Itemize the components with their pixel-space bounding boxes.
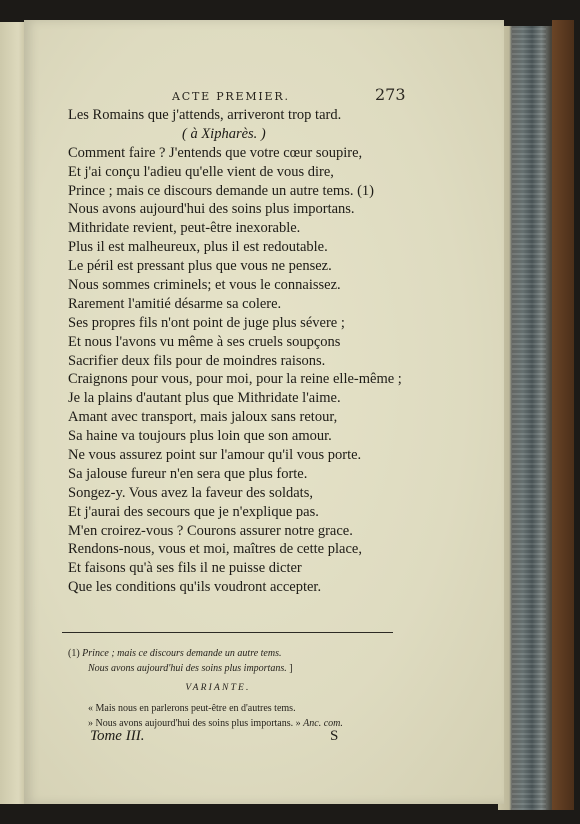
verse-line: Et faisons qu'à ses fils il ne puisse dicter (68, 560, 302, 577)
footnote-line-2 (68, 661, 408, 676)
verse-line: Rarement l'amitié désarme sa colere. (68, 295, 282, 312)
footnote-rule (62, 632, 393, 633)
footnote-marker: (1) (68, 648, 80, 659)
verse-line: Sacrifier deux fils pour de moindres raisons. (68, 352, 326, 369)
footnote-bracket: ] (289, 663, 293, 674)
verse-line: Sa haine va toujours plus loin que son amour. (68, 428, 332, 445)
stage-direction: ( à Xipharès. ) (182, 125, 266, 142)
verse-line: Que les conditions qu'ils voudront accepter. (68, 579, 322, 596)
running-head: ACTE PREMIER. (172, 90, 290, 103)
verse-line: Songez-y. Vous avez la faveur des soldats, (68, 484, 313, 501)
variant-line-1: « Mais nous en parlerons peut-être en d'autres tems. (88, 703, 296, 714)
verse-line: Nous sommes criminels; et vous le connaissez. (68, 277, 341, 294)
verse-line: M'en croirez-vous ? Courons assurer notre grace. (68, 522, 353, 539)
verse-line: Rendons-nous, vous et moi, maîtres de cette place, (68, 541, 362, 558)
verse-line: Mithridate revient, peut-être inexorable. (68, 220, 301, 237)
verse-line: Ses propres fils n'ont point de juge plus sévere ; (68, 314, 345, 331)
variant-source: Anc. com. (303, 718, 343, 729)
verse-line: Je la plains d'autant plus que Mithridate l'aime. (68, 390, 341, 407)
signature-mark: S (330, 728, 339, 744)
verse-line: Comment faire ? J'entends que votre cœur soupire, (68, 144, 363, 161)
verse-line: Amant avec transport, mais jaloux sans retour, (68, 409, 338, 426)
footnote (68, 646, 408, 731)
volume-mark: Tome III. (90, 728, 145, 744)
variant-text-2: » Nous avons aujourd'hui des soins plus importans. » (88, 718, 301, 729)
book-cover-edge (552, 20, 574, 810)
footnote-line-1 (68, 646, 408, 661)
verse-line: Et j'ai conçu l'adieu qu'elle vient de vous dire, (68, 163, 334, 180)
verse-line: Ne vous assurez point sur l'amour qu'il vous porte. (68, 447, 362, 464)
verse-line: Et nous l'avons vu même à ses cruels soupçons (68, 333, 341, 350)
verse-line: Prince ; mais ce discours demande un autre tems. (1) (68, 182, 375, 199)
facing-page-edge (0, 22, 27, 804)
verse-line: Nous avons aujourd'hui des soins plus importans. (68, 201, 355, 218)
verse-line: Et j'aurai des secours que je n'explique pas. (68, 503, 319, 520)
footnote-text-1: Prince ; mais ce discours demande un autre tems. (82, 648, 282, 659)
verse-line: Le péril est pressant plus que vous ne pensez. (68, 258, 332, 275)
page-number: 273 (375, 85, 406, 104)
verse-line: Sa jalouse fureur n'en sera que plus forte. (68, 465, 308, 482)
book-fore-edge (498, 26, 560, 810)
verse-text (68, 106, 408, 597)
verse-line: Les Romains que j'attends, arriveront trop tard. (68, 107, 342, 123)
book-page (24, 20, 504, 804)
variante-heading: VARIANTE. (185, 683, 251, 693)
verse-line: Craignons pour vous, pour moi, pour la reine elle-même ; (68, 371, 402, 388)
verse-line: Plus il est malheureux, plus il est redoutable. (68, 239, 328, 256)
footnote-text-2: Nous avons aujourd'hui des soins plus importans. (88, 663, 287, 674)
